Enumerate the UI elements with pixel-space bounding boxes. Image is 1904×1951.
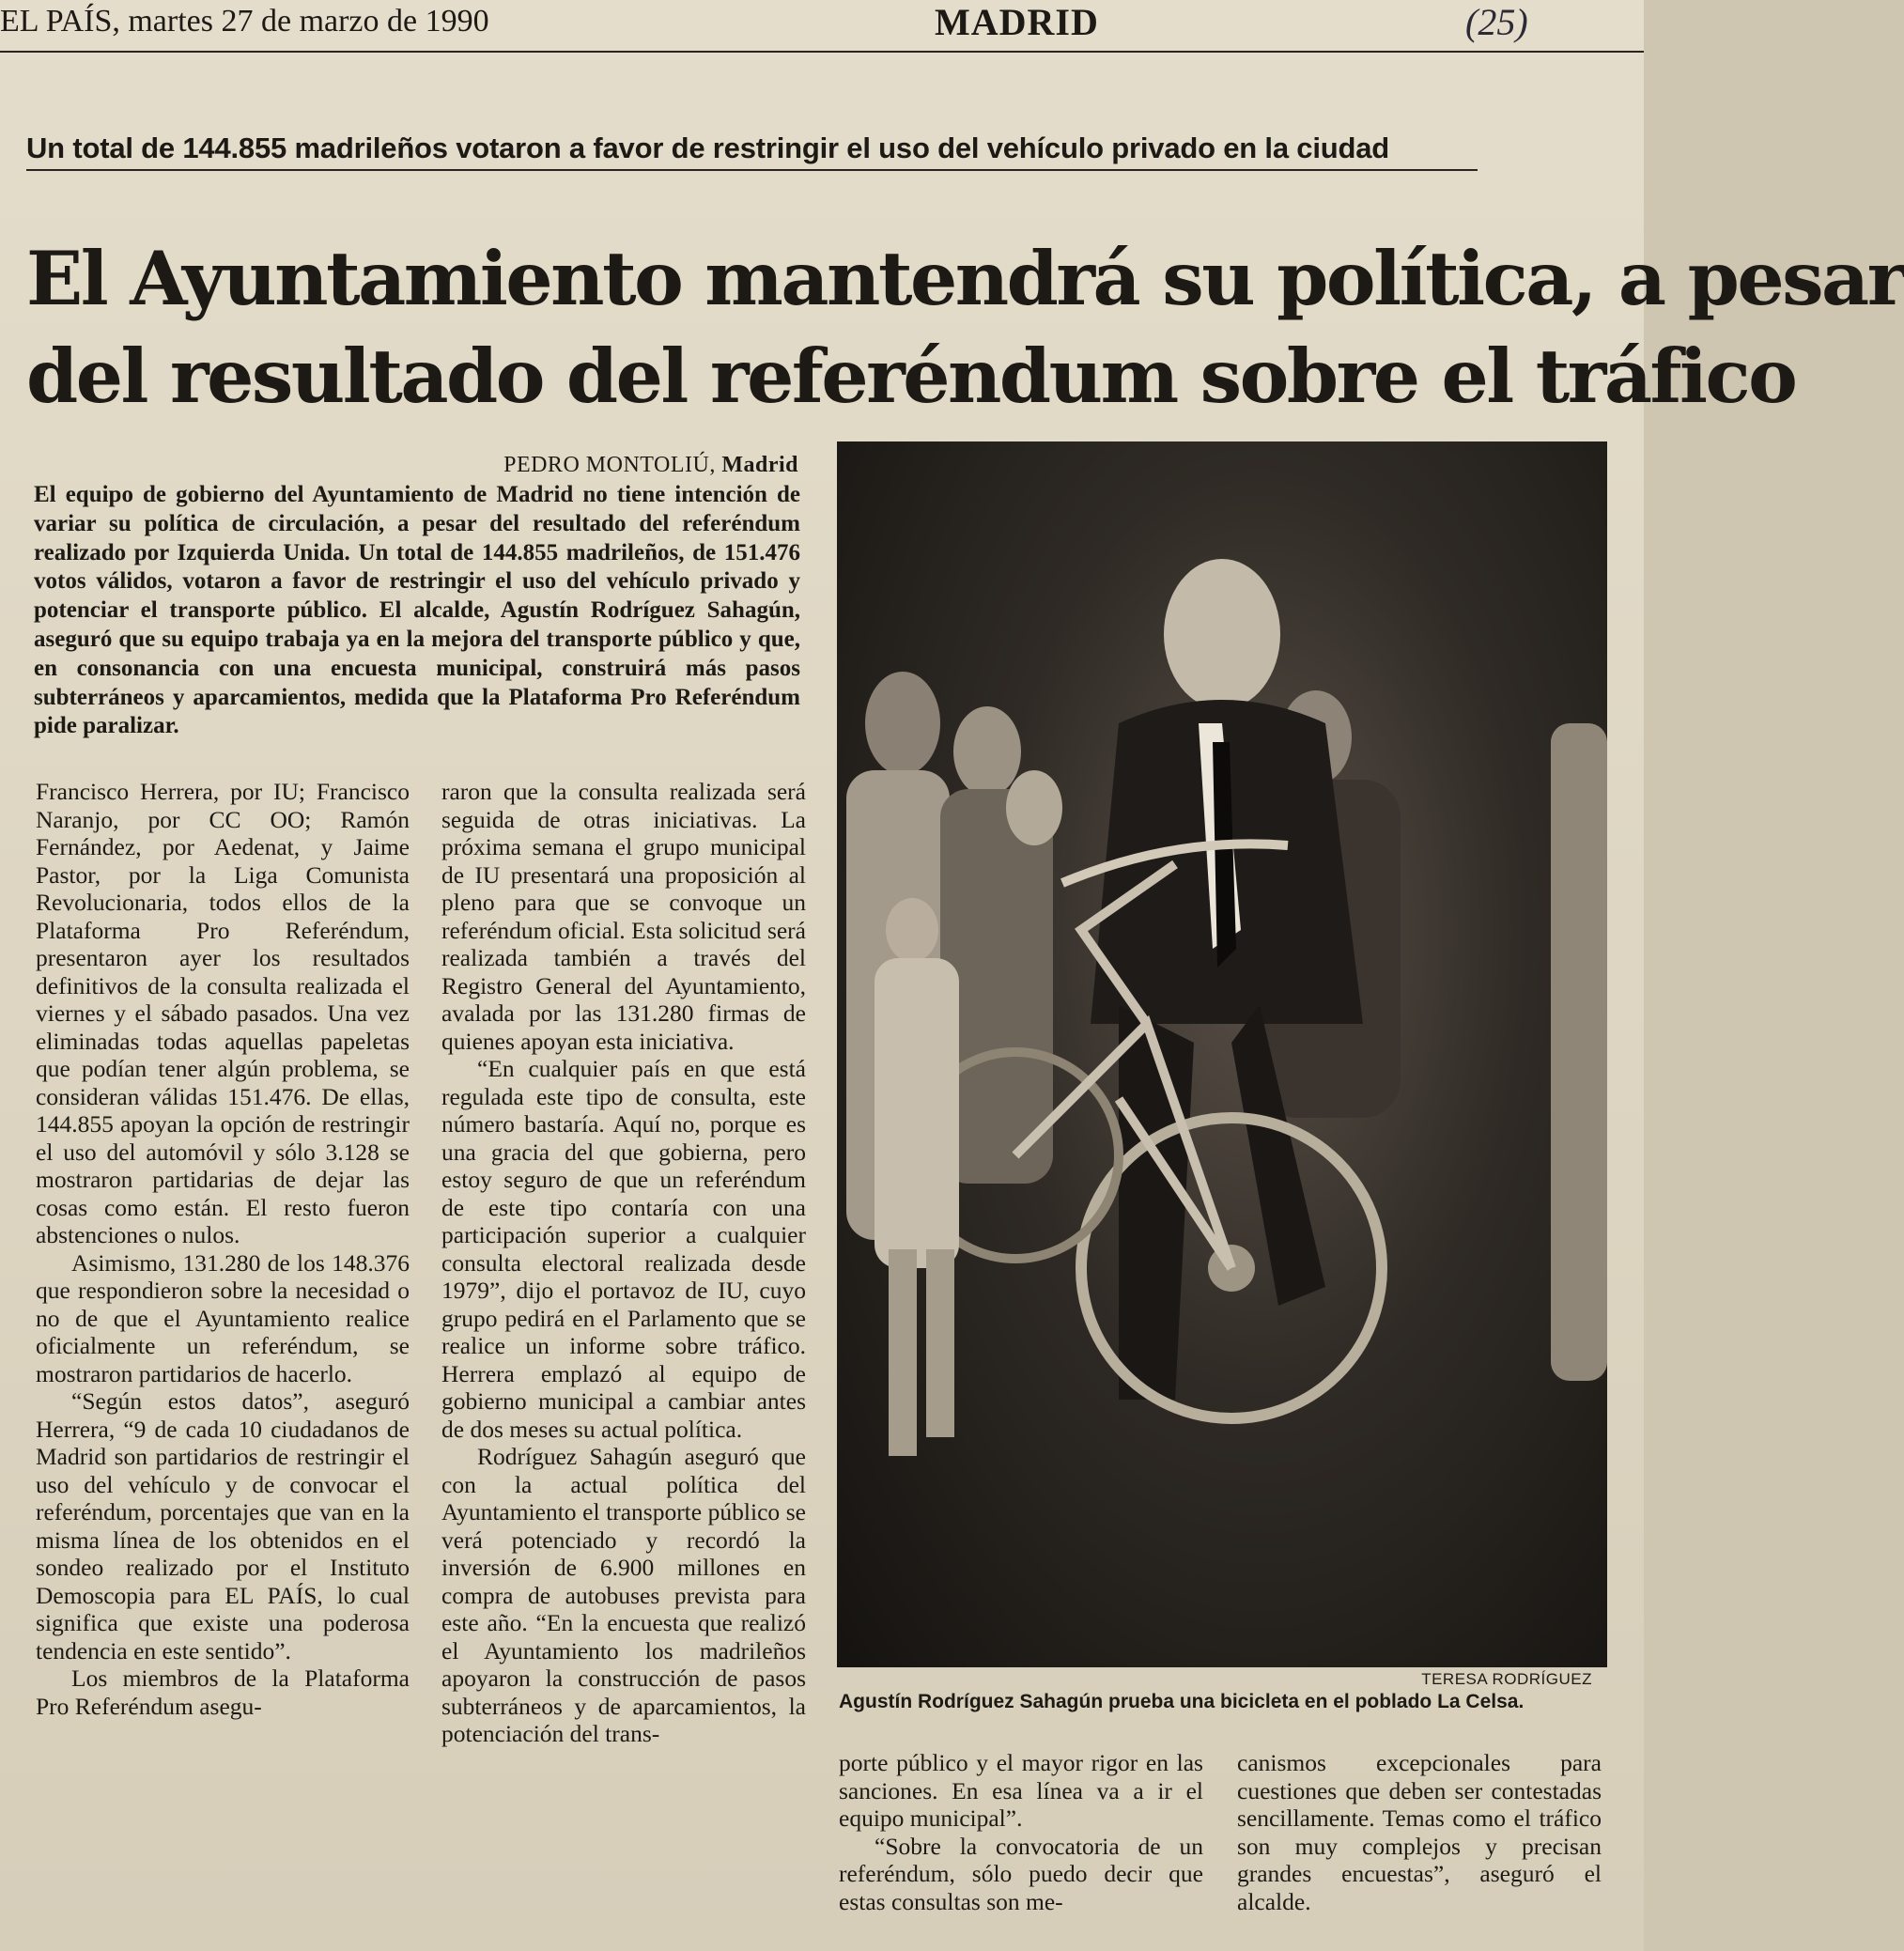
- handwritten-page-number: (25): [1465, 1, 1528, 43]
- photo-caption: Agustín Rodríguez Sahagún prueba una bicicleta en el poblado La Celsa.: [839, 1691, 1525, 1712]
- kicker-subheadline: Un total de 144.855 madrileños votaron a favor de restringir el uso del vehículo privado en la ciudad: [26, 132, 1478, 171]
- lead-paragraph: El equipo de gobierno del Ayuntamiento de Madrid no tiene intención de variar su política de circulación, a pesar del resultado del referéndum realizado por Izquierda Unida. Un total de 144.855 madrileños, de 151.476 votos válidos, votaron a favor de restringir el uso del vehículo privado y potenciar el transporte público. El alcalde, Agustín Rodríguez Sahagún, aseguró que su equipo trabaja ya en la mejora del transporte público y que, en consonancia con una encuesta municipal, construirá más pasos subterráneos y aparcamientos, medida que la Plataforma Pro Referéndum pide paralizar.: [34, 482, 800, 739]
- paragraph: Los miembros de la Plataforma Pro Referéndum asegu-: [36, 1665, 410, 1720]
- child-figure: [886, 898, 938, 962]
- article-column-2: [441, 778, 806, 1748]
- headline-line-1: El Ayuntamiento mantendrá su política, a pesar: [26, 235, 1904, 322]
- paragraph: Asimismo, 131.280 de los 148.376 que respondieron sobre la necesidad o no de que el Ayuntamiento realice oficialmente un referéndum, se mostraron partidarios de hacerlo.: [36, 1248, 410, 1387]
- crowd-figure: [953, 706, 1021, 797]
- paragraph: canismos excepcionales para cuestiones que deben ser contestadas sencillamente. Temas como el tráfico son muy complejos y precisan grandes encuestas”, aseguró el alcalde.: [1237, 1749, 1602, 1915]
- child-figure: [875, 958, 959, 1268]
- byline: [488, 453, 798, 478]
- publication-date: EL PAÍS, martes 27 de marzo de 1990: [0, 4, 489, 39]
- photo-credit: TERESA RODRÍGUEZ: [1421, 1670, 1592, 1688]
- paragraph: Rodríguez Sahagún aseguró que con la actual política del Ayuntamiento el transporte público se verá potenciado y recordó la inversión de 6.900 millones en compra de autobuses prevista para este año. “En la encuesta que realizó el Ayuntamiento los madrileños apoyaron la construcción de pasos subterráneos y de aparcamientos, la potenciación del trans-: [441, 1443, 806, 1747]
- byline-city: Madrid: [721, 453, 798, 477]
- paragraph: “Según estos datos”, aseguró Herrera, “9 de cada 10 ciudadanos de Madrid son partidarios de restringir el uso del vehículo y de convocar el referéndum, porcentajes que van en la misma línea de los obtenidos en el sondeo realizado por el Instituto Demoscopia para EL PAÍS, lo cual significa que existe una poderosa tendencia en este sentido”.: [36, 1387, 410, 1665]
- paragraph: raron que la consulta realizada será seguida de otras iniciativas. La próxima semana el grupo municipal de IU presentará una proposición al pleno para que se convoque un referéndum oficial. Esta solicitud será realizada también a través del Registro General del Ayuntamiento, avalada por las 131.280 firmas de quienes apoyan esta iniciativa.: [441, 778, 806, 1055]
- child-figure: [889, 1249, 917, 1456]
- man-head: [1164, 559, 1280, 709]
- photo-illustration: [837, 441, 1607, 1667]
- paragraph: porte público y el mayor rigor en las sanciones. En esa línea va a ir el equipo municipal”.: [839, 1749, 1203, 1832]
- paragraph: “En cualquier país en que está regulada este tipo de consulta, este número bastaría. Aquí no, porque es una gracia del que gobierna, pero estoy seguro de que un referéndum de este tipo contaría con una participación superior a cualquier consulta electoral realizada desde 1979”, dijo el portavoz de IU, cuyo grupo pedirá en el Parlamento que se realice un informe sobre tráfico. Herrera emplazó al equipo de gobierno municipal a cambiar antes de dos meses su actual política.: [441, 1055, 806, 1443]
- section-title: MADRID: [935, 1, 1099, 43]
- paragraph: Francisco Herrera, por IU; Francisco Naranjo, por CC OO; Ramón Fernández, por Aedenat, y Jaime Pastor, por la Liga Comunista Revolucionaria, todos ellos de la Plataforma Pro Referéndum, presentaron ayer los resultados definitivos de la consulta realizada el viernes y el sábado pasados. Una vez eliminadas todas aquellas papeletas que podían tener algún problema, se consideran válidas 151.476. De ellas, 144.855 apoyan la opción de restringir el uso del automóvil y sólo 3.128 se mostraron partidarias de dejar las cosas como están. El resto fueron abstenciones o nulos.: [36, 778, 410, 1248]
- crowd-figure: [1551, 723, 1607, 1381]
- headline: [26, 230, 1904, 426]
- paragraph: “Sobre la convocatoria de un referéndum, sólo puedo decir que estas consultas son me-: [839, 1832, 1203, 1915]
- crowd-figure: [865, 672, 940, 775]
- article-column-4: [1237, 1749, 1602, 1915]
- headline-line-2: del resultado del referéndum sobre el tráfico: [26, 333, 1796, 420]
- news-photo: [837, 441, 1607, 1667]
- article-column-3: [839, 1749, 1203, 1915]
- byline-author: PEDRO MONTOLIÚ,: [503, 453, 716, 477]
- article-column-1: [36, 778, 410, 1720]
- child-figure: [926, 1249, 954, 1437]
- masthead: [0, 0, 1644, 53]
- crowd-figure: [1006, 770, 1062, 845]
